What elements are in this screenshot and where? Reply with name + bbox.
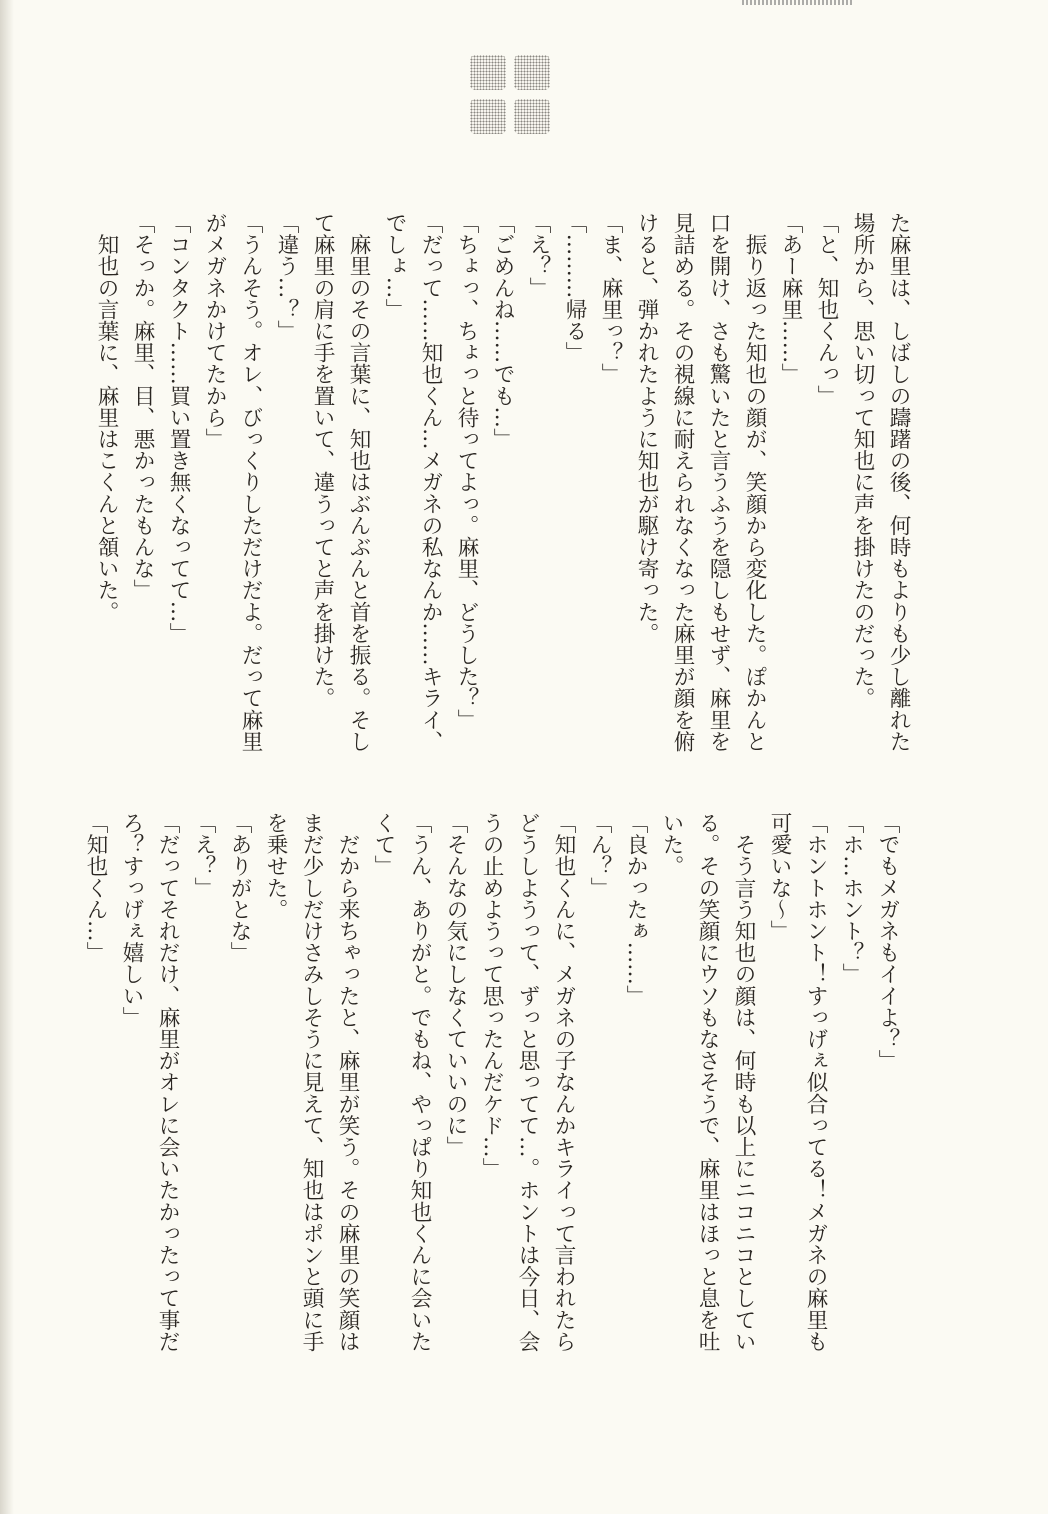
ornament-square [514, 99, 550, 134]
text-column: 「ごめんね……でも…」 [490, 212, 515, 450]
text-column: がメガネかけてたから」 [202, 212, 227, 450]
text-column: 「ちょっ、ちょっと待ってよっ。麻里、どうした？」 [454, 212, 479, 731]
text-column: 場所から、思い切って知也に声を掛けたのだった。 [850, 212, 875, 709]
text-column: 「え？」 [526, 212, 551, 299]
text-column: 「ん？」 [587, 812, 612, 899]
text-column: 可愛いな～」 [767, 812, 792, 942]
text-column: 口を開け、さも驚いたと言うふうを隠しもせず、麻里を [706, 212, 731, 752]
text-column: どうしようって、ずっと思ってて…。ホントは今日、会 [515, 812, 540, 1352]
text-column: うの止めようって思ったんだケド…」 [479, 812, 504, 1180]
text-column: 「コンタクト……買い置き無くなってて…」 [166, 212, 191, 644]
text-column: ろ？すっげぇ嬉しい」 [119, 812, 144, 1028]
ornament-square [470, 55, 506, 90]
text-column: 麻里のその言葉に、知也はぶんぶんと首を振る。そし [346, 212, 371, 752]
text-column: 知也の言葉に、麻里はこくんと頷いた。 [94, 212, 119, 623]
text-column: 「だって……知也くん…メガネの私なんか……キライ、 [418, 212, 443, 752]
text-block-lower [77, 812, 905, 1382]
text-column: そう言う知也の顔は、何時も以上にニコニコとしてい [731, 812, 756, 1352]
text-column: だから来ちゃったと、麻里が笑う。その麻里の笑顔は [335, 812, 360, 1352]
text-column: て麻里の肩に手を置いて、違うってと声を掛けた。 [310, 212, 335, 709]
text-column: 「違う…？」 [274, 212, 299, 342]
text-column: た麻里は、しばしの躊躇の後、何時もよりも少し離れた [886, 212, 911, 752]
text-column: 「うんそう。オレ、びっくりしただけだよ。だって麻里 [238, 212, 263, 752]
text-column: 「ま、麻里っ？」 [598, 212, 623, 385]
text-column: 「そんなの気にしなくていいのに」 [443, 812, 468, 1158]
ornament-square [470, 99, 506, 134]
text-column: 「でもメガネもイイよ？」 [875, 812, 900, 1072]
text-column: 「良かったぁ……」 [623, 812, 648, 1007]
text-column: 「だってそれだけ、麻里がオレに会いたかったって事だ [155, 812, 180, 1352]
text-column: いた。 [659, 812, 684, 877]
top-print-mark [742, 0, 852, 5]
text-column: 「………帰る」 [562, 212, 587, 364]
text-column: 「知也くん…」 [83, 812, 108, 964]
text-column: 「ホントホント！すっげぇ似合ってる！メガネの麻里も [803, 812, 828, 1352]
page-gutter-shadow [0, 0, 14, 1514]
dotted-squares-ornament-icon [470, 55, 552, 135]
text-column: 「え？」 [191, 812, 216, 899]
text-column: 「と、知也くんっ」 [814, 212, 839, 407]
text-column: 「うん、ありがと。でもね、やっぱり知也くんに会いた [407, 812, 432, 1352]
text-column: まだ少しだけさみしそうに見えて、知也はポンと頭に手 [299, 812, 324, 1352]
text-column: を乗せた。 [263, 812, 288, 920]
text-column: けると、弾かれたように知也が駆け寄った。 [634, 212, 659, 644]
text-column: 「ホ…ホント？」 [839, 812, 864, 985]
text-column: 「あー麻里……」 [778, 212, 803, 385]
text-column: る。その笑顔にウソもなさそうで、麻里はほっと息を吐 [695, 812, 720, 1352]
text-column: 「ありがとな」 [227, 812, 252, 964]
ornament-square [514, 55, 550, 90]
text-column: 振り返った知也の顔が、笑顔から変化した。ぽかんと [742, 212, 767, 752]
text-column: でしょ…」 [382, 212, 407, 320]
text-block-upper [88, 212, 916, 772]
text-column: 見詰める。その視線に耐えられなくなった麻里が顔を俯 [670, 212, 695, 752]
text-column: 「知也くんに、メガネの子なんかキライって言われたら [551, 812, 576, 1352]
text-column: 「そっか。麻里、目、悪かったもんな」 [130, 212, 155, 601]
text-column: くて」 [371, 812, 396, 877]
